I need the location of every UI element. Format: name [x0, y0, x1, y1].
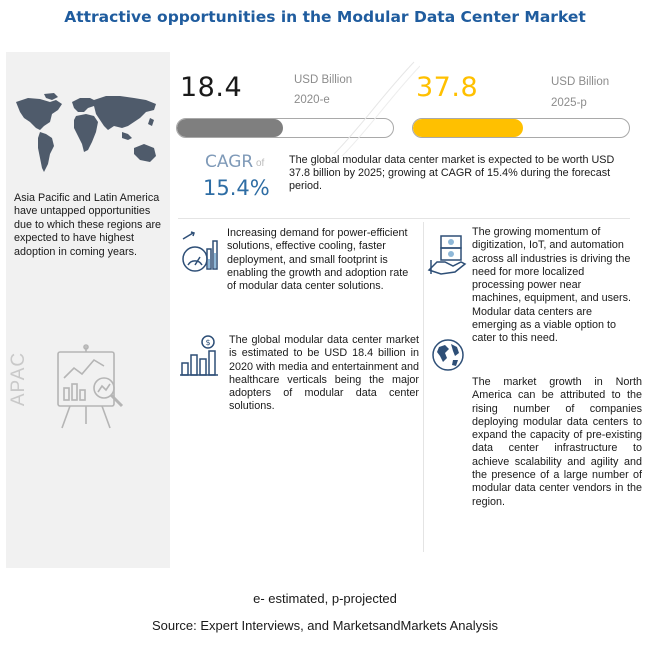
value-2020-year: 2020-e	[294, 94, 330, 106]
cagr-value: 15.4%	[203, 176, 270, 200]
column-divider	[423, 222, 424, 552]
value-2020-unit: USD Billion	[294, 74, 353, 86]
insight-power-efficiency: Increasing demand for power-efficient solutions, effective cooling, faster deployment, and small footprint is enabling the growth and adoption rate of modular data center solutions.	[227, 227, 409, 293]
globe-icon	[431, 338, 465, 372]
world-map-icon	[10, 92, 166, 184]
value-2020-bar-fill	[177, 119, 283, 137]
decorative-swoosh	[330, 58, 420, 158]
cagr-of: of	[256, 158, 265, 169]
value-2025-bar	[412, 118, 630, 138]
efficiency-gauge-icon	[179, 229, 223, 277]
page-title: Attractive opportunities in the Modular Data Center Market	[64, 8, 586, 26]
insight-market-2020: The global modular data center market is estimated to be USD 18.4 billion in 2020 with media and entertainment and healthcare verticals being the major adopters of modular data center solutions.	[229, 334, 419, 413]
source-note: Source: Expert Interviews, and MarketsandMarkets Analysis	[151, 618, 499, 633]
cagr-label: CAGR	[205, 152, 254, 172]
insight-digitization: The growing momentum of digitization, IoT, and automation across all industries is driving the need for more localized processing power near machines, equipment, and users. Modular data centers are emerging as a viable option to cater to this need.	[472, 226, 632, 345]
insight-north-america: The market growth in North America can be attributed to the rising number of companies deploying modular data centers to expand the capacity of pre-existing data center infrastructure to achieve scalability and agility and the presence of a large number of modular data center vendors in the region.	[472, 376, 642, 508]
region-label: APAC	[8, 351, 29, 407]
analytics-board-icon	[50, 344, 130, 432]
value-2025: 37.8	[416, 72, 479, 103]
footnote-legend: e- estimated, p-projected	[253, 591, 397, 606]
hand-money-icon	[427, 232, 469, 276]
value-2020: 18.4	[180, 72, 243, 103]
left-summary: Asia Pacific and Latin America have untapped opportunities due to which these regions are expected to have highest adoption in coming years.	[14, 192, 162, 258]
value-2025-bar-fill	[413, 119, 523, 137]
svg-text:$: $	[205, 338, 211, 347]
value-2025-year: 2025-p	[551, 97, 587, 109]
value-2025-unit: USD Billion	[551, 76, 610, 88]
bar-chart-growth-icon	[178, 333, 220, 379]
divider	[178, 218, 630, 219]
cagr-description: The global modular data center market is expected to be worth USD 37.8 billion by 2025; growing at CAGR of 15.4% during the forecast period.	[289, 154, 615, 193]
